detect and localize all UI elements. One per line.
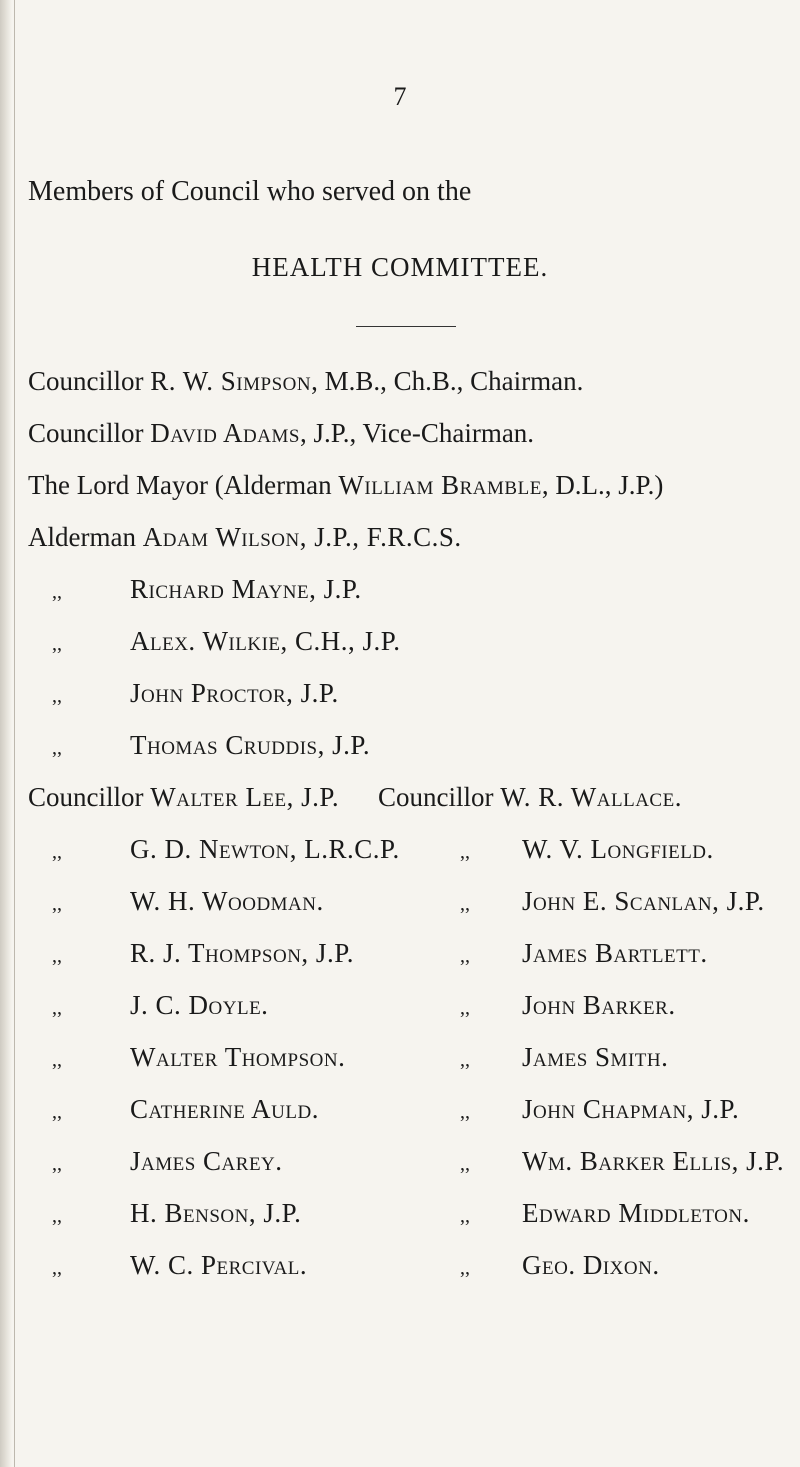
councillor-name: John Chapman, J.P. (522, 1094, 740, 1124)
ditto-mark: ,, (52, 1153, 62, 1175)
alderman-name: Thomas Cruddis, J.P. (130, 730, 371, 760)
officer-suffix: , J.P., Vice-Chairman. (299, 418, 535, 448)
ditto-mark: ,, (460, 997, 470, 1019)
ditto-mark: ,, (460, 1153, 470, 1175)
ditto-mark: ,, (52, 945, 62, 967)
councillor-name: H. Benson, J.P. (130, 1198, 302, 1228)
councillor-name: Wm. Barker Ellis, J.P. (522, 1146, 785, 1176)
intro-line: Members of Council who served on the (28, 176, 472, 207)
councillor-name: W. C. Percival. (130, 1250, 308, 1280)
ditto-mark: ,, (52, 841, 62, 863)
officer-suffix: , D.L., J.P.) (541, 470, 664, 500)
officer-row-vice-chairman (28, 418, 534, 449)
councillor-label: Councillor (28, 782, 144, 812)
officer-row-chairman (28, 366, 583, 397)
officer-name: William Bramble (338, 470, 542, 500)
councillor-name: Walter Lee, J.P. (150, 782, 340, 812)
alderman-name: Adam Wilson, J.P., F.R.C.S. (142, 522, 462, 552)
page-title: HEALTH COMMITTEE. (251, 252, 549, 282)
ditto-mark: ,, (52, 1049, 62, 1071)
ditto-mark: ,, (52, 1101, 62, 1123)
councillor-name: James Smith. (522, 1042, 669, 1072)
councillor-row (28, 782, 339, 813)
page-gutter-shadow (0, 0, 12, 1467)
councillor-name: Catherine Auld. (130, 1094, 319, 1124)
ditto-mark: ,, (460, 841, 470, 863)
alderman-label: Alderman (28, 522, 136, 552)
councillor-name: Geo. Dixon. (522, 1250, 660, 1280)
ditto-mark: ,, (460, 893, 470, 915)
binding-edge (14, 0, 15, 1467)
officer-prefix: Councillor (28, 366, 151, 396)
officer-prefix: Councillor (28, 418, 151, 448)
councillor-row (378, 782, 682, 813)
ditto-mark: ,, (52, 1257, 62, 1279)
officer-name: R. W. Simpson (150, 366, 312, 396)
ditto-mark: ,, (460, 1257, 470, 1279)
ditto-mark: ,, (52, 893, 62, 915)
alderman-row (28, 522, 462, 553)
councillor-name: G. D. Newton, L.R.C.P. (130, 834, 400, 864)
councillor-name: W. R. Wallace. (500, 782, 682, 812)
councillor-name: Walter Thompson. (130, 1042, 346, 1072)
ditto-mark: ,, (52, 737, 62, 759)
alderman-name: John Proctor, J.P. (130, 678, 339, 708)
officer-suffix: , M.B., Ch.B., Chairman. (311, 366, 584, 396)
councillor-name: R. J. Thompson, J.P. (130, 938, 354, 968)
councillor-name: John Barker. (522, 990, 676, 1020)
ditto-mark: ,, (52, 581, 62, 603)
councillor-label: Councillor (378, 782, 494, 812)
councillor-name: James Carey. (130, 1146, 283, 1176)
officer-name: David Adams (150, 418, 300, 448)
title-divider (356, 326, 456, 327)
ditto-mark: ,, (460, 945, 470, 967)
ditto-mark: ,, (460, 1101, 470, 1123)
ditto-mark: ,, (460, 1205, 470, 1227)
officer-prefix: The Lord Mayor (Alderman (28, 470, 339, 500)
alderman-name: Richard Mayne, J.P. (130, 574, 362, 604)
ditto-mark: ,, (52, 633, 62, 655)
councillor-name: W. H. Woodman. (130, 886, 324, 916)
councillor-name: Edward Middleton. (522, 1198, 750, 1228)
page-number: 7 (393, 82, 407, 111)
ditto-mark: ,, (52, 1205, 62, 1227)
ditto-mark: ,, (460, 1049, 470, 1071)
ditto-mark: ,, (52, 997, 62, 1019)
alderman-name: Alex. Wilkie, C.H., J.P. (130, 626, 401, 656)
councillor-name: John E. Scanlan, J.P. (522, 886, 765, 916)
councillor-name: J. C. Doyle. (130, 990, 269, 1020)
councillor-name: James Bartlett. (522, 938, 708, 968)
councillor-name: W. V. Longfield. (522, 834, 714, 864)
officer-row-lord-mayor (28, 470, 663, 501)
ditto-mark: ,, (52, 685, 62, 707)
